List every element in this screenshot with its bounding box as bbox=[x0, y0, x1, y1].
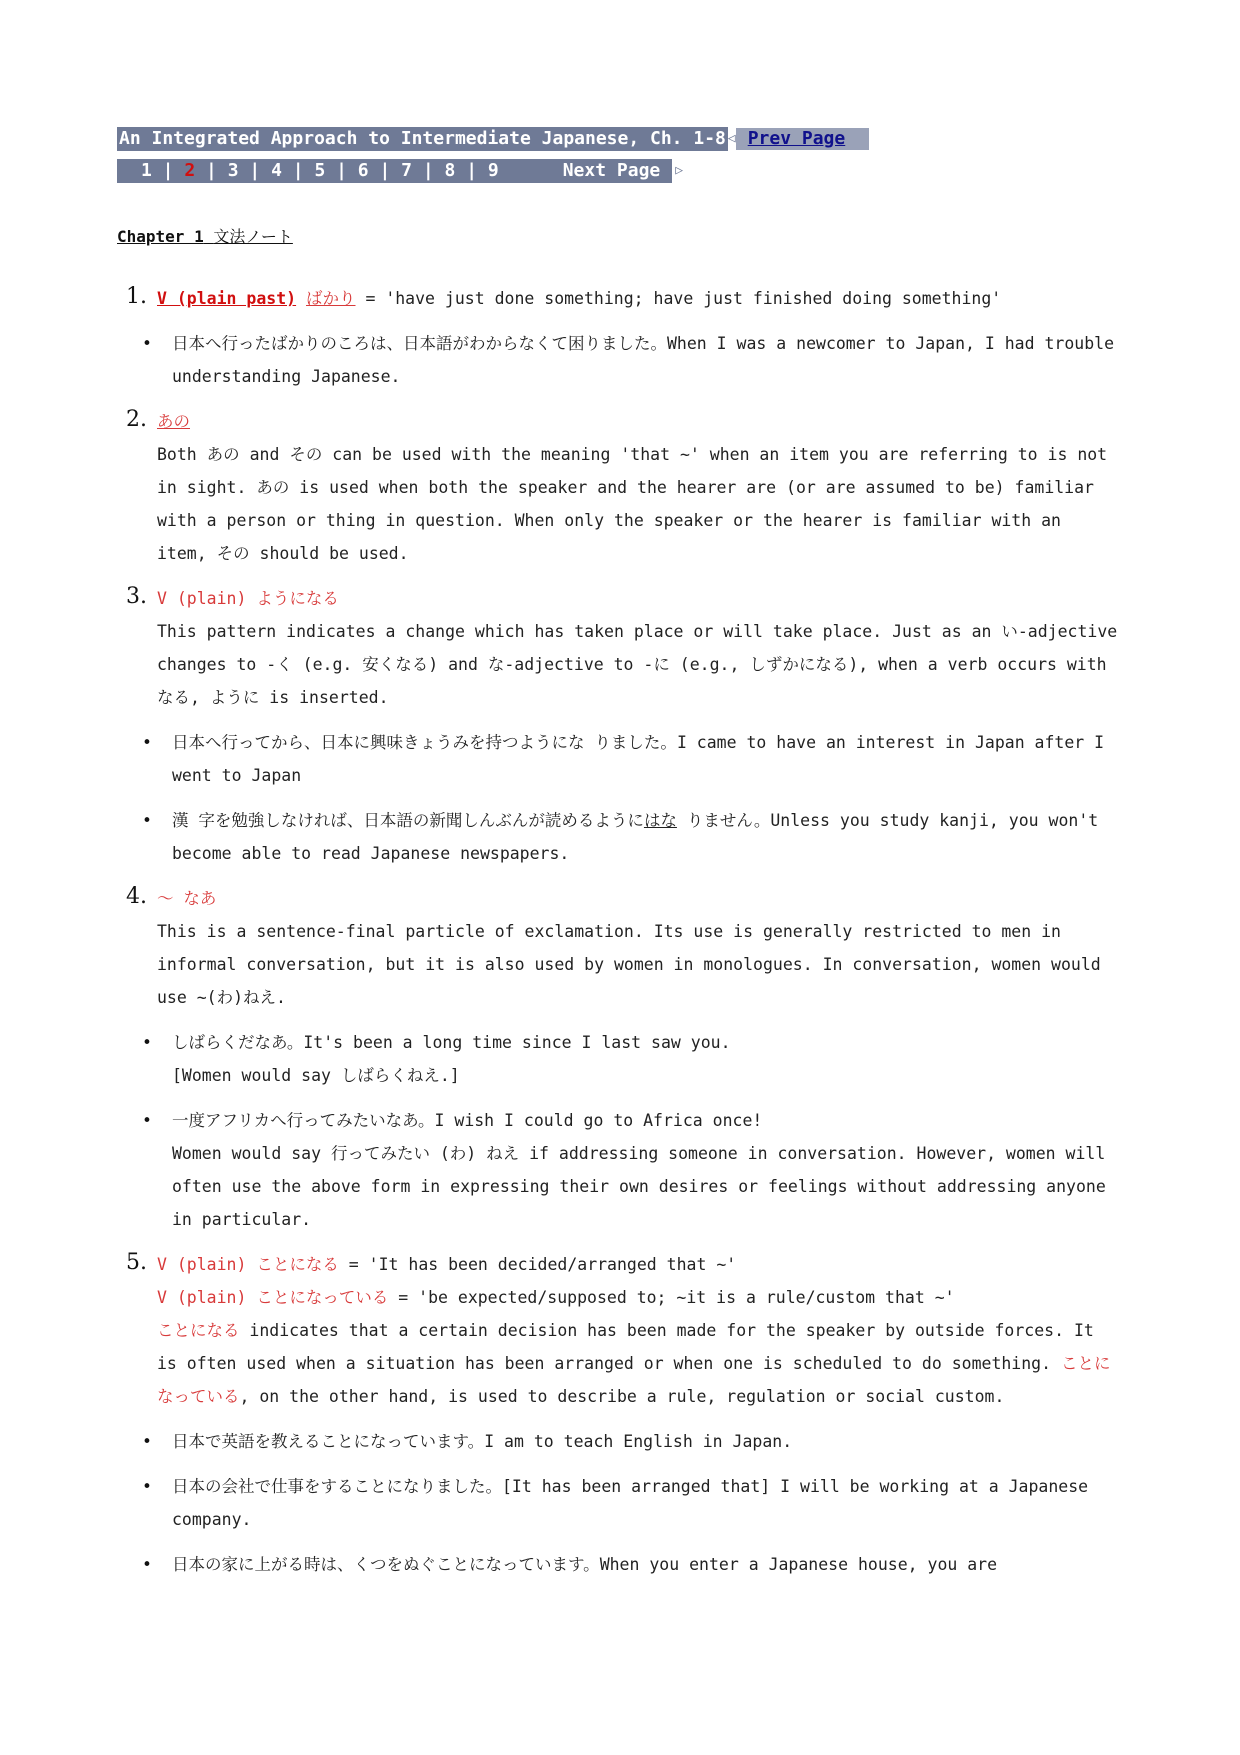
nav-bar-pages bbox=[117, 159, 683, 183]
item-description: This is a sentence-final particle of exclamation. Its use is generally restricted to men in informal conversation, but it is also used by women in monologues. In conversation, women would use ~(わ)ねえ. bbox=[157, 922, 1101, 1007]
prev-arrow-icon: ◁ bbox=[727, 131, 736, 146]
chapter-heading bbox=[117, 224, 293, 247]
spacer bbox=[499, 159, 563, 183]
text-part: ことになる bbox=[157, 1321, 240, 1340]
example-jp: 一度アフリカへ行ってみたいなあ。 bbox=[172, 1111, 435, 1130]
chapter-label: Chapter 1 bbox=[117, 227, 204, 246]
next-arrow-icon: ▷ bbox=[675, 163, 684, 178]
bullet-icon: • bbox=[142, 1477, 152, 1496]
example-jp: 漢 字を勉強しなければ、日本語の新聞しんぶんが読めるように bbox=[172, 811, 644, 830]
item-number: 3. bbox=[126, 584, 147, 609]
separator: | bbox=[151, 160, 185, 181]
page-link-3[interactable]: 3 bbox=[227, 160, 239, 181]
item-number: 1. bbox=[126, 284, 147, 309]
example-jp: 日本で英語を教えることになっています。 bbox=[172, 1432, 485, 1451]
example-jp: りません。 bbox=[676, 811, 771, 830]
grammar-item-5 bbox=[120, 1248, 1120, 1413]
bullet-icon: • bbox=[142, 1111, 152, 1130]
item-number: 5. bbox=[126, 1250, 147, 1275]
example-jp: 日本の会社で仕事をすることになりました。 bbox=[172, 1477, 502, 1496]
text-part: is used when both the speaker and the hearer are (or are assumed to be) familiar with a person or thing in question. When only the speaker or the hearer is familiar with an item, bbox=[157, 478, 1094, 563]
bullet-icon: • bbox=[142, 1432, 152, 1451]
grammar-item-4 bbox=[120, 882, 1120, 1014]
item-heading: あの bbox=[157, 412, 190, 431]
example-en: I came to have an interest in Japan after I went to Japan bbox=[172, 733, 1105, 785]
example-5-2 bbox=[120, 1470, 1120, 1536]
example-en: Unless you study kanji, you won't become able to read Japanese newspapers. bbox=[172, 811, 1099, 863]
separator: | bbox=[195, 160, 228, 181]
text-part: indicates that a certain decision has been made for the speaker by outside forces. It is often used when a situation has been arranged or when one is scheduled to do something. bbox=[157, 1321, 1094, 1373]
example-3-2 bbox=[120, 804, 1120, 870]
pattern-jp: ようになる bbox=[256, 589, 339, 608]
page-link-8[interactable]: 8 bbox=[444, 160, 456, 181]
pattern-label: V (plain) bbox=[157, 1288, 257, 1307]
grammar-pattern bbox=[157, 1248, 1120, 1281]
text-part: あの bbox=[256, 478, 290, 497]
example-jp: 日本へ行ったばかりのころは、日本語がわからなくて困りました。 bbox=[172, 334, 667, 353]
example-4-2 bbox=[120, 1104, 1120, 1236]
example-note: [Women would say しばらくねえ.] bbox=[172, 1066, 460, 1085]
page-link-9[interactable]: 9 bbox=[487, 160, 499, 181]
text-part: , on the other hand, is used to describe a rule, regulation or social custom. bbox=[239, 1387, 1005, 1406]
page-link-5[interactable]: 5 bbox=[314, 160, 326, 181]
grammar-item-2 bbox=[120, 405, 1120, 570]
example-1-1 bbox=[120, 327, 1120, 393]
grammar-item-3 bbox=[120, 582, 1120, 714]
page-link-2-current[interactable]: 2 bbox=[184, 160, 196, 181]
example-en: It's been a long time since I last saw you. bbox=[303, 1033, 731, 1052]
next-page-link[interactable]: Next Page bbox=[562, 160, 661, 181]
bullet-icon: • bbox=[142, 1555, 152, 1574]
pattern-jp: ばかり bbox=[306, 289, 356, 308]
grammar-pattern bbox=[157, 282, 1120, 315]
pattern-meaning: = 'have just done something; have just finished doing something' bbox=[355, 289, 1002, 308]
item-description bbox=[157, 1314, 1120, 1413]
example-en: When I was a newcomer to Japan, I had trouble understanding Japanese. bbox=[172, 334, 1115, 386]
example-en: [It has been arranged that] I will be working at a Japanese company. bbox=[172, 1477, 1089, 1529]
page-link-7[interactable]: 7 bbox=[401, 160, 412, 181]
text-part: Both bbox=[157, 445, 207, 464]
pattern-meaning: = 'be expected/supposed to; ~it is a rule/custom that ~' bbox=[388, 1288, 955, 1307]
separator: | bbox=[412, 160, 445, 181]
example-jp: しばらくだなあ。 bbox=[172, 1033, 304, 1052]
example-jp-underlined: はな bbox=[643, 811, 677, 830]
book-title: An Integrated Approach to Intermediate Japanese, Ch. 1-8 bbox=[119, 128, 726, 149]
grammar-pattern bbox=[157, 1281, 1120, 1314]
bullet-icon: • bbox=[142, 1033, 152, 1052]
page-numbers bbox=[117, 159, 672, 183]
grammar-item-1 bbox=[120, 282, 1120, 315]
example-jp: 日本へ行ってから、日本に興味きょうみを持つようにな りました。 bbox=[172, 733, 677, 752]
pattern-label: V (plain) bbox=[157, 589, 257, 608]
bullet-icon: • bbox=[142, 811, 152, 830]
bullet-icon: • bbox=[142, 733, 152, 752]
example-note: Women would say 行ってみたい (わ) ねえ if addressing someone in conversation. However, women will often use the above form in expressing their own desires or feelings without addressing anyone in particular. bbox=[172, 1144, 1106, 1229]
text-part: ことになっている bbox=[157, 1354, 1111, 1406]
text-part: その bbox=[216, 544, 250, 563]
grammar-notes bbox=[120, 282, 1120, 1581]
text-part: あの bbox=[206, 445, 240, 464]
separator: | bbox=[368, 160, 402, 181]
page-link-4[interactable]: 4 bbox=[271, 160, 282, 181]
page-link-6[interactable]: 6 bbox=[357, 160, 369, 181]
separator: | bbox=[238, 160, 272, 181]
separator: | bbox=[325, 160, 358, 181]
example-en: I am to teach English in Japan. bbox=[484, 1432, 793, 1451]
item-description bbox=[157, 438, 1120, 570]
prev-page-link[interactable]: Prev Page bbox=[736, 128, 870, 150]
example-5-1 bbox=[120, 1425, 1120, 1458]
example-3-1 bbox=[120, 726, 1120, 792]
example-5-3 bbox=[120, 1548, 1120, 1581]
separator: | bbox=[281, 160, 315, 181]
bullet-icon: • bbox=[142, 334, 152, 353]
separator: | bbox=[455, 160, 488, 181]
pattern-meaning: = 'It has been decided/arranged that ~' bbox=[338, 1255, 737, 1274]
nav-bar-top bbox=[117, 127, 869, 151]
pattern-jp: ことになっている bbox=[256, 1288, 389, 1307]
grammar-pattern bbox=[157, 582, 1120, 615]
text-part: and bbox=[239, 445, 290, 464]
example-en: When you enter a Japanese house, you are bbox=[599, 1555, 998, 1574]
page-link-1[interactable]: 1 bbox=[141, 160, 152, 181]
text-part: should be used. bbox=[249, 544, 409, 563]
pattern-label[interactable]: V (plain past) bbox=[157, 289, 297, 308]
item-heading: ～ なあ bbox=[157, 889, 217, 908]
pattern-label: V (plain) bbox=[157, 1255, 257, 1274]
item-description: This pattern indicates a change which has taken place or will take place. Just as an い-adjective changes to -く (e.g. 安くなる) and な-adjective to -に (e.g., しずかになる), when a verb occurs with なる, ように is inserted. bbox=[157, 622, 1118, 707]
example-en: I wish I could go to Africa once! bbox=[434, 1111, 763, 1130]
item-number: 4. bbox=[126, 884, 147, 909]
item-number: 2. bbox=[126, 407, 147, 432]
example-4-1 bbox=[120, 1026, 1120, 1092]
text-part: can be used with the meaning 'that ~' when an item you are referring to is not in sight. bbox=[157, 445, 1108, 497]
text-part: その bbox=[289, 445, 323, 464]
example-jp: 日本の家に上がる時は、くつをぬぐことになっています。 bbox=[172, 1555, 600, 1574]
chapter-title: 文法ノート bbox=[213, 227, 293, 246]
pattern-jp: ことになる bbox=[256, 1255, 339, 1274]
